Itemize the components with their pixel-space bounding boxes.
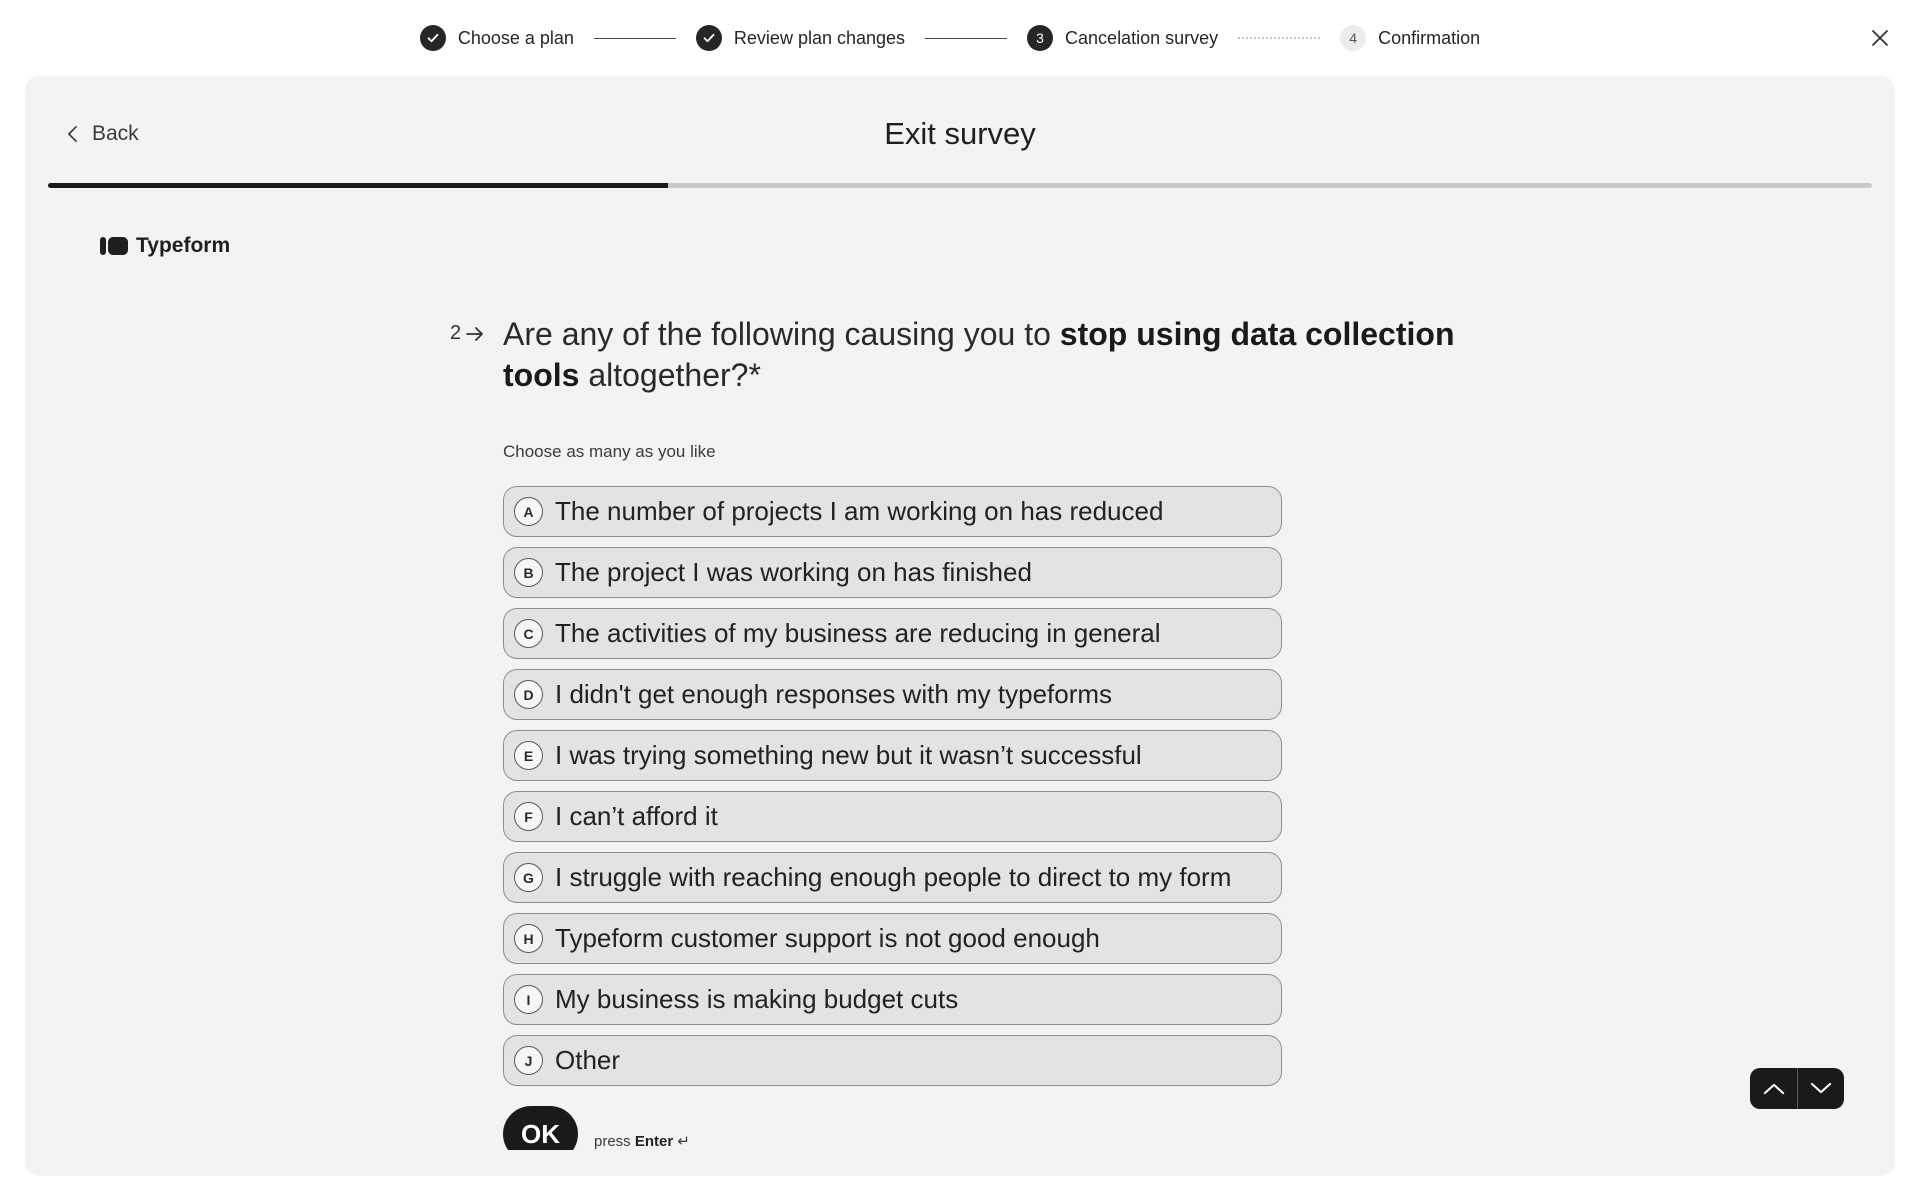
choice-label: My business is making budget cuts — [555, 984, 959, 1014]
close-icon — [1870, 28, 1890, 48]
step-review-plan-changes — [696, 25, 905, 51]
choice-option-j[interactable] — [503, 1035, 1282, 1086]
choice-label: Typeform customer support is not good enough — [555, 923, 1100, 953]
choice-label: I didn't get enough responses with my typeforms — [555, 679, 1113, 709]
press-text: press — [594, 1133, 631, 1150]
question-text — [503, 314, 1503, 396]
step-number-badge: 3 — [1027, 25, 1053, 51]
step-label: Review plan changes — [733, 27, 906, 48]
question-text-emphasis: tools — [503, 357, 580, 393]
brand-name: Typeform — [136, 234, 231, 257]
step-confirmation — [1340, 25, 1480, 51]
question-number-value: 2 — [450, 322, 462, 344]
step-choose-plan — [420, 25, 574, 51]
check-circle-icon — [420, 25, 446, 51]
choice-key-badge: H — [514, 924, 543, 953]
step-label: Confirmation — [1378, 27, 1481, 48]
step-connector-pending — [1238, 37, 1320, 39]
step-connector — [594, 38, 676, 39]
choice-option-b[interactable] — [503, 547, 1282, 598]
question-text-part: altogether?* — [579, 357, 761, 393]
back-label: Back — [92, 122, 139, 145]
choice-option-d[interactable] — [503, 669, 1282, 720]
question-number — [450, 322, 485, 345]
checkout-stepper — [0, 0, 1920, 76]
previous-question-button[interactable] — [1750, 1068, 1797, 1109]
step-number-badge: 4 — [1340, 25, 1366, 51]
choice-label: I was trying something new but it wasn’t successful — [555, 740, 1142, 770]
choice-key-badge: B — [514, 558, 543, 587]
choice-option-f[interactable] — [503, 791, 1282, 842]
steps-row — [420, 25, 1480, 51]
choice-key-badge: G — [514, 863, 543, 892]
choice-option-c[interactable] — [503, 608, 1282, 659]
choice-option-i[interactable] — [503, 974, 1282, 1025]
choice-key-badge: E — [514, 741, 543, 770]
progress-bar-fill — [48, 183, 668, 188]
chevron-up-icon — [1763, 1082, 1785, 1095]
choice-option-g[interactable] — [503, 852, 1282, 903]
step-connector — [925, 38, 1007, 39]
choice-option-a[interactable] — [503, 486, 1282, 537]
choice-key-badge: I — [514, 985, 543, 1014]
choice-label: I struggle with reaching enough people to direct to my form — [555, 862, 1232, 892]
choice-list — [503, 486, 1282, 1096]
choice-label: Other — [555, 1045, 621, 1075]
choice-key-badge: D — [514, 680, 543, 709]
choice-key-badge: A — [514, 497, 543, 526]
chevron-down-icon — [1810, 1082, 1832, 1095]
close-button[interactable] — [1866, 24, 1894, 52]
typeform-logo — [100, 234, 230, 258]
ok-button[interactable]: OK — [503, 1106, 578, 1162]
question-navigation — [1750, 1068, 1844, 1109]
progress-bar — [48, 183, 1872, 188]
choice-option-h[interactable] — [503, 913, 1282, 964]
survey-card — [25, 76, 1895, 1176]
card-header — [25, 76, 1895, 184]
enter-key-icon: ↵ — [677, 1133, 690, 1150]
question-text-part: Are any of the following causing you to — [503, 316, 1060, 352]
question-helper-text: Choose as many as you like — [503, 442, 716, 461]
choice-label: The activities of my business are reducing in general — [555, 618, 1161, 648]
choice-label: The number of projects I am working on has reduced — [555, 496, 1164, 526]
choice-key-badge: J — [514, 1046, 543, 1075]
choice-label: The project I was working on has finished — [555, 557, 1032, 587]
page-title: Exit survey — [884, 116, 1036, 151]
choice-key-badge: C — [514, 619, 543, 648]
question-text-emphasis: stop using data collection — [1059, 316, 1455, 352]
choice-label: I can’t afford it — [555, 801, 718, 831]
step-label: Cancelation survey — [1065, 27, 1219, 48]
card-bottom-fade — [25, 1150, 1895, 1176]
step-cancelation-survey — [1027, 25, 1218, 51]
enter-key-text: Enter — [634, 1133, 674, 1150]
arrow-right-icon — [465, 326, 485, 342]
press-enter-hint — [594, 1132, 690, 1150]
check-circle-icon — [696, 25, 722, 51]
choice-option-e[interactable] — [503, 730, 1282, 781]
choice-key-badge: F — [514, 802, 543, 831]
next-question-button[interactable] — [1797, 1068, 1844, 1109]
typeform-logo-icon — [100, 236, 128, 256]
step-label: Choose a plan — [457, 27, 574, 48]
